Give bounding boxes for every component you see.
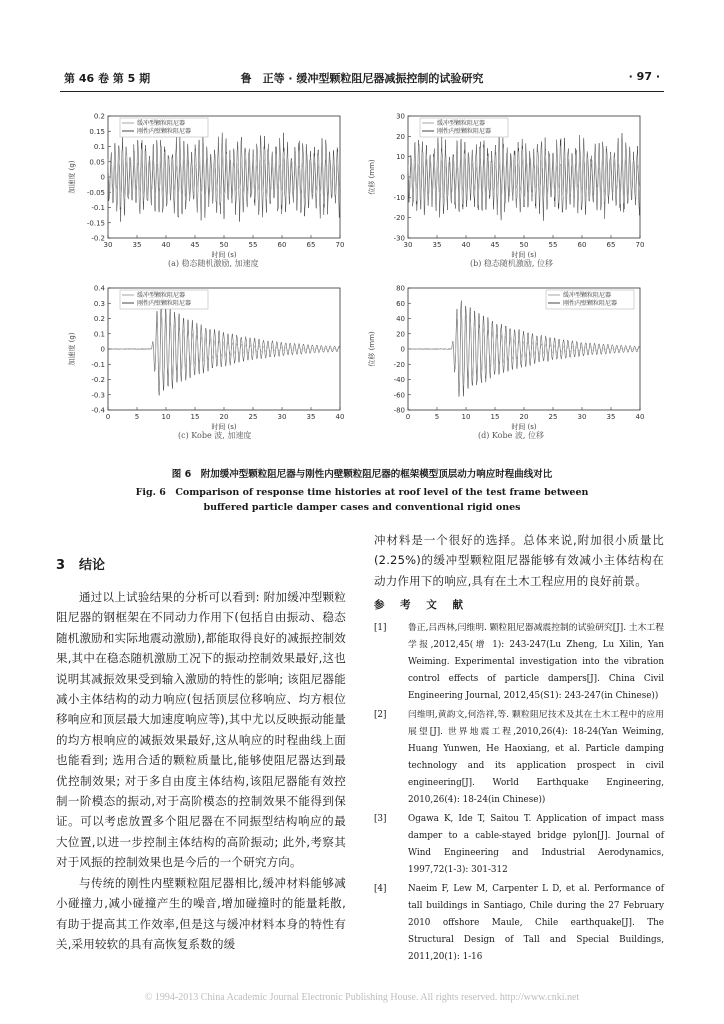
x-tick-label: 45 <box>190 241 200 249</box>
reference-number: [4] <box>374 884 387 895</box>
x-tick-label: 65 <box>306 241 316 249</box>
copyright-footer: © 1994-2013 China Academic Journal Electronic Publishing House. All rights reserved. http://www.cnki.net <box>144 992 580 1003</box>
left-column <box>56 530 346 954</box>
y-tick-label: -0.3 <box>91 391 105 400</box>
x-tick-label: 30 <box>277 413 287 421</box>
page-number: · 97 · <box>628 70 660 83</box>
x-tick-label: 55 <box>548 241 558 249</box>
x-tick-label: 25 <box>248 413 258 421</box>
x-tick-label: 55 <box>248 241 258 249</box>
x-tick-label: 40 <box>335 413 345 421</box>
chart-panel-c <box>60 280 350 440</box>
legend-entry: 缓冲型颗粒阻尼器 <box>137 120 186 127</box>
legend-entry: 缓冲型颗粒阻尼器 <box>137 292 186 299</box>
x-tick-label: 5 <box>434 413 440 421</box>
reference-item <box>374 620 664 705</box>
y-tick-label: -0.2 <box>91 376 105 384</box>
x-tick-label: 35 <box>132 241 142 249</box>
x-tick-label: 35 <box>432 241 442 249</box>
chart-b-caption: (b) 稳态随机激励, 位移 <box>470 259 553 268</box>
y-tick-label: -0.2 <box>91 234 105 243</box>
volume-issue: 第 46 卷 第 5 期 <box>64 72 151 85</box>
reference-text: Naeim F, Lew M, Carpenter L D, et al. Performance of tall buildings in Santiago, Chile during the 27 February 2010 offshore Maule, Chile earthquake[J]. The Structural Design of Tall and Special Buildings, 2011,20(1): 1-16 <box>408 884 664 963</box>
legend-entry: 缓冲型颗粒阻尼器 <box>437 120 486 127</box>
reference-item <box>374 811 664 879</box>
reference-item <box>374 881 664 966</box>
chart-c-svg <box>60 280 350 440</box>
y-tick-label: -0.4 <box>91 406 105 415</box>
x-tick-label: 30 <box>103 241 113 249</box>
y-tick-label: -20 <box>393 214 405 223</box>
x-tick-label: 5 <box>134 413 140 421</box>
x-tick-label: 20 <box>519 413 529 421</box>
y-tick-label: -0.1 <box>91 204 105 212</box>
y-tick-label: -0.1 <box>91 360 105 369</box>
y-tick-label: 20 <box>396 132 405 141</box>
section-number: 3 <box>56 558 66 573</box>
y-tick-label: -0.15 <box>86 219 105 228</box>
x-tick-label: 40 <box>161 241 171 249</box>
reference-item <box>374 707 664 809</box>
y-tick-label: -10 <box>393 193 405 202</box>
x-tick-label: 10 <box>461 413 471 421</box>
y-tick-label: 10 <box>396 153 405 162</box>
x-tick-label: 45 <box>490 241 500 249</box>
y-tick-label: 0 <box>100 173 105 182</box>
conclusion-paragraph-2: 与传统的刚性内壁颗粒阻尼器相比,缓冲材料能够减小碰撞力,减小碰撞产生的噪音,增加碰撞时的能量耗散,有助于提高其工作效率,但是这与缓冲材料本身的特性有关,采用较软的具有高恢复系数的缓 <box>56 875 346 951</box>
chart-panel-b <box>360 108 650 268</box>
right-column <box>374 530 664 968</box>
x-tick-label: 0 <box>405 413 411 421</box>
section-heading <box>56 554 346 573</box>
chart-d-caption: (d) Kobe 波, 位移 <box>478 431 544 440</box>
section-title: 结论 <box>79 558 106 573</box>
x-tick-label: 35 <box>306 413 316 421</box>
y-tick-label: 30 <box>396 112 405 121</box>
x-tick-label: 15 <box>490 413 500 421</box>
figure-6 <box>60 108 664 458</box>
x-axis-label: 时间 (s) <box>511 423 537 431</box>
chart-a-svg <box>60 108 350 268</box>
chart-panel-d <box>360 280 650 440</box>
y-tick-label: 0 <box>400 345 405 354</box>
references-heading: 参 考 文 献 <box>374 599 469 612</box>
running-title: 鲁 正等 · 缓冲型颗粒阻尼器减振控制的试验研究 <box>240 72 484 85</box>
reference-text: 闫维明,黄韵文,何浩祥,等. 颗粒阻尼技术及其在土木工程中的应用展望[J]. 世界地震工程,2010,26(4): 18-24(Yan Weiming, Huang Yunwen, He Haoxiang, et al. Particle damping technology and its application prospect in civil engineering[J]. World Earthquake Engineering, 2010,26(4): 18-24(in Chinese)) <box>408 710 664 806</box>
x-tick-label: 0 <box>105 413 111 421</box>
x-tick-label: 70 <box>635 241 645 249</box>
conclusion-paragraph-3: 冲材料是一个很好的选择。总体来说,附加很小质量比(2.25%)的缓冲型颗粒阻尼器能够有效减小主体结构在动力作用下的响应,具有在土木工程应用的良好前景。 <box>374 533 664 588</box>
y-tick-label: 0.3 <box>93 299 105 308</box>
y-tick-label: -40 <box>393 376 405 384</box>
conclusion-paragraph-1: 通过以上试验结果的分析可以看到: 附加缓冲型颗粒阻尼器的钢框架在不同动力作用下(包括自由振动、稳态随机激励和实际地震动激励),都能取得良好的减振控制效果,其中在稳态随机激励工况下的振动控制效果最好,这也说明其减振效果受到输入激励的特性的影响; 该阻尼器能减小主体结构的动力响应(包括顶层位移响应、均方根位移响应和顶层最大加速度响应等),其中尤以反映振动能量的均方根响应的减振效果最好,这从响应的时程曲线上面也能看到; 选用合适的颗粒质量比,能够使阻尼器达到最优控制效果; 对于多自由度主体结构,该阻尼器能有效控制一阶模态的振动,对于高阶模态的控制效果不能得到保证。可以考虑放置多个阻尼器在不同振型结构响应的最大位置,以进一步控制主体结构的高阶振动; 此外,考察其对于风振的控制效果也是今后的一个研究方向。 <box>56 590 346 870</box>
figure-caption-zh: 图 6 附加缓冲型颗粒阻尼器与刚性内壁颗粒阻尼器的框架模型顶层动力响应时程曲线对比 <box>171 469 553 480</box>
chart-c-caption: (c) Kobe 波, 加速度 <box>178 431 252 440</box>
reference-number: [3] <box>374 814 387 825</box>
y-tick-label: 0.15 <box>89 127 105 136</box>
y-tick-label: 80 <box>396 284 405 293</box>
legend-entry: 刚性内壁颗粒阻尼器 <box>137 300 192 307</box>
y-tick-label: -60 <box>393 391 405 400</box>
y-axis-label: 加速度 (g) <box>68 332 76 366</box>
x-tick-label: 60 <box>577 241 587 249</box>
x-axis-label: 时间 (s) <box>211 251 237 259</box>
x-tick-label: 50 <box>219 241 229 249</box>
x-tick-label: 30 <box>403 241 413 249</box>
y-axis-label: 位移 (mm) <box>368 159 376 195</box>
y-tick-label: 60 <box>396 299 405 308</box>
x-axis-label: 时间 (s) <box>211 423 237 431</box>
y-tick-label: -30 <box>393 234 405 243</box>
y-tick-label: 0 <box>400 173 405 182</box>
x-tick-label: 60 <box>277 241 287 249</box>
x-tick-label: 40 <box>461 241 471 249</box>
y-tick-label: 0.1 <box>93 143 105 151</box>
reference-text: 鲁正,吕西林,闫维明. 颗粒阻尼器减震控制的试验研究[J]. 土木工程学报,2012,45(增 1): 243-247(Lu Zheng, Lu Xilin, Yan Weiming. Experimental investigation into the vibration control effects of particle dampers[J]. China Civil Engineering Journal, 2012,45(S1): 243-247(in Chinese)) <box>408 623 664 702</box>
y-tick-label: 0 <box>100 345 105 354</box>
y-tick-label: 40 <box>396 315 405 323</box>
y-tick-label: 0.2 <box>93 315 105 323</box>
y-tick-label: 0.2 <box>93 112 105 121</box>
x-tick-label: 30 <box>577 413 587 421</box>
y-tick-label: 0.4 <box>93 284 105 293</box>
x-tick-label: 70 <box>335 241 345 249</box>
x-tick-label: 50 <box>519 241 529 249</box>
y-axis-label: 加速度 (g) <box>68 160 76 194</box>
legend-entry: 刚性内壁颗粒阻尼器 <box>437 128 492 135</box>
y-tick-label: 0.1 <box>93 330 105 339</box>
x-tick-label: 35 <box>606 413 616 421</box>
x-axis-label: 时间 (s) <box>511 251 537 259</box>
reference-number: [1] <box>374 623 387 634</box>
y-tick-label: -80 <box>393 406 405 415</box>
header-rule <box>60 91 664 92</box>
y-axis-label: 位移 (mm) <box>368 331 376 367</box>
y-tick-label: -20 <box>393 360 405 369</box>
x-tick-label: 15 <box>190 413 200 421</box>
figure-caption-en-line2: buffered particle damper cases and conventional rigid ones <box>203 502 521 513</box>
legend-entry: 刚性内壁颗粒阻尼器 <box>563 300 618 307</box>
running-head <box>60 70 664 88</box>
y-tick-label: -0.05 <box>86 188 105 197</box>
x-tick-label: 65 <box>606 241 616 249</box>
reference-text: Ogawa K, Ide T, Saitou T. Application of impact mass damper to a cable-stayed bridge pylon[J]. Journal of Wind Engineering and Industrial Aerodynamics, 1997,72(1-3): 301-312 <box>408 814 664 876</box>
x-tick-label: 40 <box>635 413 645 421</box>
reference-number: [2] <box>374 710 387 721</box>
y-tick-label: 20 <box>396 330 405 339</box>
chart-panel-a <box>60 108 350 268</box>
chart-a-caption: (a) 稳态随机激励, 加速度 <box>168 259 259 268</box>
x-tick-label: 20 <box>219 413 229 421</box>
y-tick-label: 0.05 <box>89 158 105 167</box>
chart-b-svg <box>360 108 650 268</box>
x-tick-label: 25 <box>548 413 558 421</box>
x-tick-label: 10 <box>161 413 171 421</box>
legend-entry: 缓冲型颗粒阻尼器 <box>563 292 612 299</box>
figure-caption-en-line1: Fig. 6 Comparison of response time histories at roof level of the test frame between <box>135 487 589 498</box>
legend-entry: 刚性内壁颗粒阻尼器 <box>137 128 192 135</box>
chart-d-svg <box>360 280 650 440</box>
